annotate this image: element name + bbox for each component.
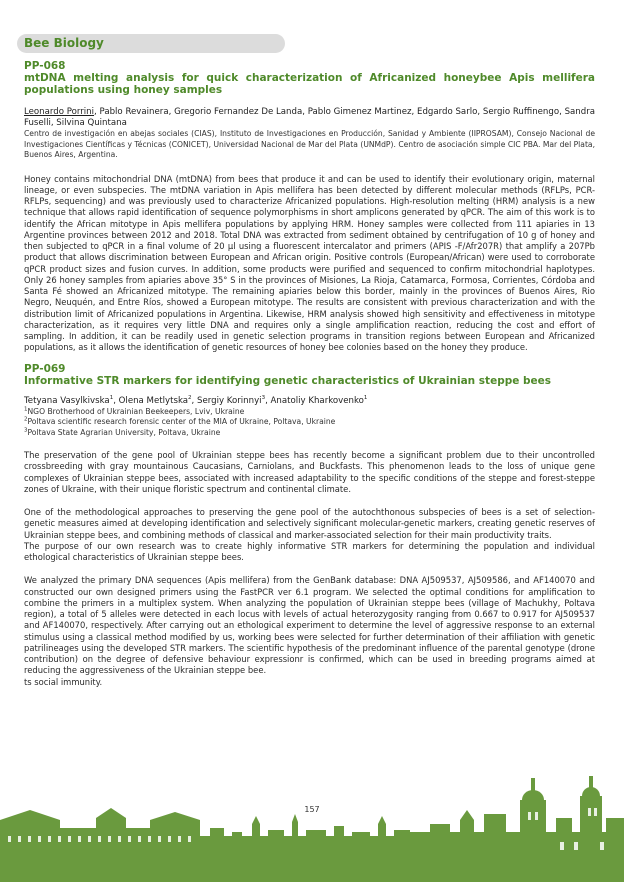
abstract-title: Informative STR markers for identifying genetic characteristics of Ukrainian steppe bees <box>24 374 552 387</box>
affiliation: $^1$NGO Brotherhood of Ukrainian Beekeepers, Lviv, Ukraine <box>24 405 245 416</box>
abstract-pp069 <box>24 363 595 688</box>
presenting-author: Leonardo Porrini <box>24 107 95 117</box>
author: Olena Metlytska$^2$, <box>118 394 198 406</box>
co-authors: , Pablo Revainera, Gregorio Fernandez De Landa, Pablo Gimenez Martinez, Edgardo Sarlo, Sergio Ruffinengo, Sandra Fuselli, Silvina Quintana <box>24 107 595 128</box>
abstract-body: Honey contains mitochondrial DNA (mtDNA) from bees that produce it and can be used to identify their evolutionary origin, maternal lineage, or even subspecies. The mtDNA variation in Apis mellifera has been detected by different molecular methods (RFLPs, PCR-RFLPs, sequencing) and was previously used to characterize Africanized populations. High-resolution melting (HRM) analysis is a new technique that allows rapid identification of sequence polymorphisms in short amplicons generated by qPCR. The aim of this work is to identify the African mitotype in Apis mellifera populations by applying HRM. Honey samples were collected from 111 apiaries in 13 Argentine provinces between 2012 and 2018. Total DNA was extracted from sediment obtained by centrifugation of 10 g of honey and then subjected to qPCR in a final volume of 20 µl using a fluorescent intercalator and primers (APIS -F/Afr207R) that amplify a 207Pb product that allows discrimination between European and African origin. Positive controls (European/African) were used to corroborate qPCR product sizes and fusion curves. In addition, some products were purified and sequenced to confirm mitochondrial haplotypes. Only 26 honey samples from apiaries above 35° S in the provinces of Misiones, La Rioja, Catamarca, Formosa, Corrientes, Córdoba and Santa Fé showed an Africanized mitotype. The remaining apiaries below this border, mainly in the provinces of Buenos Aires, Rio Negro, Neuquén, and Entre Ríos, showed a European mitotype. The results are consistent with previous characterization and with the distribution limit of Africanized populations in Argentina. Likewise, HRM analysis showed high sensitivity and effectiveness in mitotype characterization, as it requires very little DNA and requires only a single amplification reaction, reducing the cost and effort of sampling. In addition, it can be readily used in genetic selection programs in transition regions between European and Africanized populations, as it allows the identification of genetic resources of honey bee colonies based on the honey they produce. <box>24 173 595 353</box>
paragraph: The preservation of the gene pool of Ukrainian steppe bees has recently become a significant problem due to their uncontrolled crossbreeding with gray mountainous Caucasians, Carniolans, and Buckfasts. This phenomenon leads to the loss of unique gene complexes of Ukrainian steppe bees, associated with increased adaptability to the specific conditions of the steppe and forest-steppe zones of Ukraine, with their unique floristic spectrum and continental climate. <box>24 450 595 494</box>
abstract-code: PP-068 <box>24 60 66 72</box>
affiliation: $^3$Poltava State Agrarian University, Poltava, Ukraine <box>24 426 221 437</box>
abstract-code: PP-069 <box>24 362 66 375</box>
paragraph: ts social immunity. <box>24 676 103 687</box>
section-header: Bee Biology <box>17 34 285 53</box>
author: Tetyana Vasylkivska$^1$, <box>24 394 119 406</box>
affiliation: $^2$Poltava scientific research forensic center of the MIA of Ukraine, Poltava, Ukraine <box>24 416 336 426</box>
paragraph: One of the methodological approaches to preserving the gene pool of the autochthonous subspecies of bees is a set of selection-genetic measures aimed at developing identification and selectively significant molecular-genetic markers, creating genetic reserves of Ukrainian steppe bees, and combining methods of classical and marker-associated selection for their main productivity traits. <box>24 507 595 540</box>
content-column <box>24 60 595 688</box>
skyline-footer-illustration <box>0 770 624 882</box>
author-list <box>24 396 595 407</box>
paragraph: The purpose of our own research was to create highly informative STR markers for determining the population and individual ethological characteristics of Ukrainian steppe bees. <box>24 540 595 562</box>
page-number: 157 <box>304 805 320 814</box>
affiliation: Centro de investigación en abejas sociales (CIAS), Instituto de Investigaciones en Producción, Sanidad y Ambiente (IIPROSAM), Consejo Nacional de Investigaciones Científicas y Técnicas (CONICET), Universidad Nacional de Mar del Plata (UNMdP). Centro de asociación simple CIC PBA. Mar del Plata, Buenos Aires, Argentina. <box>24 129 595 159</box>
paragraph: We analyzed the primary DNA sequences (Apis mellifera) from the GenBank database: DNA AJ509537, AJ509586, and AF140070 and constructed our own designed primers using the FastPCR ver 6.1 program. We selected the optimal conditions for amplification to combine the primers in a multiplex system. When analyzing the population of Ukrainian steppe bees (village of Machukhy, Poltava region), a total of 5 alleles were detected in each locus with levels of actual heterozygosity ranging from 0.667 to 0.917 for AJ509537 and AF140070, respectively. After carrying out an ethological experiment to determine the level of aggressive response to an external stimulus using a classical method modified by us, working bees were selected for further determination of their affiliation with genetic patrilineages using the developed STR markers. The scientific hypothesis of the predominant influence of the parental genotype (drone contribution) on the degree of defensive behaviour expressionr is confirmed, which can be used in breeding programs aimed at reducing the aggressiveness of the Ukrainian steppe bee. <box>24 575 595 676</box>
author: Anatoliy Kharkovenko$^1$ <box>270 394 368 406</box>
author-list <box>24 107 595 129</box>
author: Sergiy Korinnyi$^3$, <box>197 394 271 406</box>
abstract-pp068 <box>24 60 595 354</box>
abstract-title: mtDNA melting analysis for quick characterization of Africanized honeybee Apis mellifera populations using honey samples <box>24 72 595 96</box>
